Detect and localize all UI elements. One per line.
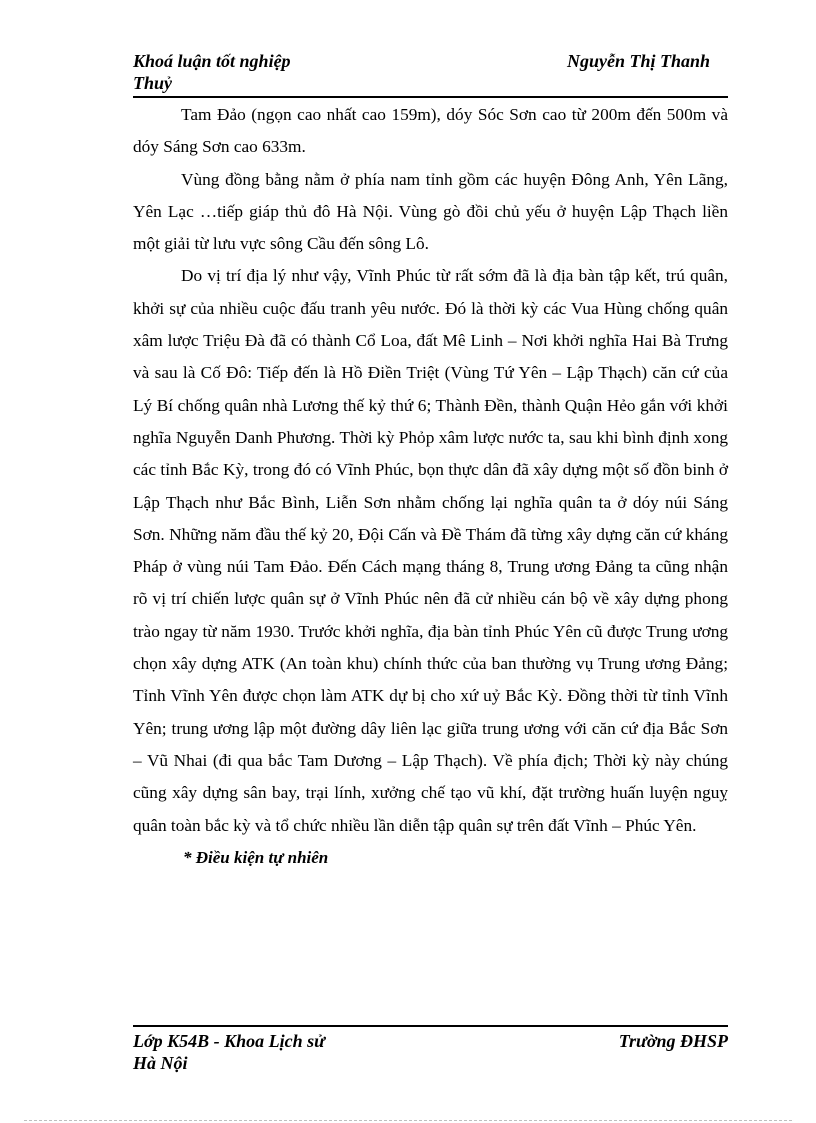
header-author-name-continued: Thuỷ (133, 73, 173, 93)
paragraph: Vùng đồng bằng nằm ở phía nam tỉnh gồm các huyện Đông Anh, Yên Lãng, Yên Lạc …tiếp giáp thủ đô Hà Nội. Vùng gò đồi chủ yếu ở huyện Lập Thạch liền một giải từ lưu vực sông Cầu đến sông Lô. (133, 169, 728, 254)
section-subheading: * Điều kiện tự nhiên (183, 847, 329, 867)
header-divider (133, 96, 728, 98)
footer-class-department: Lớp K54B - Khoa Lịch sử (133, 1031, 325, 1051)
footer-university: Trường ĐHSP (618, 1031, 728, 1051)
paragraph: Tam Đảo (ngọn cao nhất cao 159m), dóy Sóc Sơn cao từ 200m đến 500m và dóy Sáng Sơn cao 633m. (133, 105, 728, 157)
page-edge (24, 1120, 792, 1121)
header-thesis-title: Khoá luận tốt nghiệp (133, 51, 291, 71)
footer-city: Hà Nội (133, 1053, 188, 1073)
body-text (133, 99, 728, 874)
paragraph: Do vị trí địa lý như vậy, Vĩnh Phúc từ rất sớm đã là địa bàn tập kết, trú quân, khởi sự của nhiều cuộc đấu tranh yêu nước. Đó là thời kỳ các Vua Hùng chống quân xâm lược Triệu Đà đã có thành Cổ Loa, đất Mê Linh – Nơi khởi nghĩa Hai Bà Trưng và sau là Cố Đô: Tiếp đến là Hồ Điền Triệt (Vùng Tứ Yên – Lập Thạch) căn cứ của Lý Bí chống quân nhà Lương thế kỷ thứ 6; Thành Đền, thành Quận Hẻo gắn với khởi nghĩa Nguyễn Danh Phương. Thời kỳ Phỏp xâm lược nước ta, sau khi bình định xong các tỉnh Bắc Kỳ, trong đó có Vĩnh Phúc, bọn thực dân đã xây dựng một số đồn binh ở Lập Thạch như Bắc Bình, Liễn Sơn nhằm chống lại nghĩa quân ta ở dóy núi Sáng Sơn. Những năm đầu thế kỷ 20, Đội Cấn và Đề Thám đã từng xây dựng căn cứ kháng Pháp ở vùng núi Tam Đảo. Đến Cách mạng tháng 8, Trung ương Đảng ta cũng nhận rõ vị trí chiến lược quân sự ở Vĩnh Phúc nên đã cử nhiều cán bộ về xây dựng phong trào ngay từ năm 1930. Trước khởi nghĩa, địa bàn tỉnh Phúc Yên cũ được Trung ương chọn xây dựng ATK (An toàn khu) chính thức của ban thường vụ Trung ương Đảng; Tỉnh Vĩnh Yên được chọn làm ATK dự bị cho xứ uỷ Bắc Kỳ. Đồng thời từ tỉnh Vĩnh Yên; trung ương lập một đường dây liên lạc giữa trung ương với căn cứ địa Bắc Sơn – Vũ Nhai (đi qua bắc Tam Dương – Lập Thạch). Về phía địch; Thời kỳ này chúng cũng xây dựng sân bay, trại lính, xưởng chế tạo vũ khí, đặt trường huấn luyện nguỵ quân toàn bắc kỳ và tổ chức nhiều lần diễn tập quân sự trên đất Vĩnh – Phúc Yên. (133, 266, 728, 835)
header-author-name: Nguyễn Thị Thanh (566, 51, 710, 71)
footer-divider (133, 1025, 728, 1027)
